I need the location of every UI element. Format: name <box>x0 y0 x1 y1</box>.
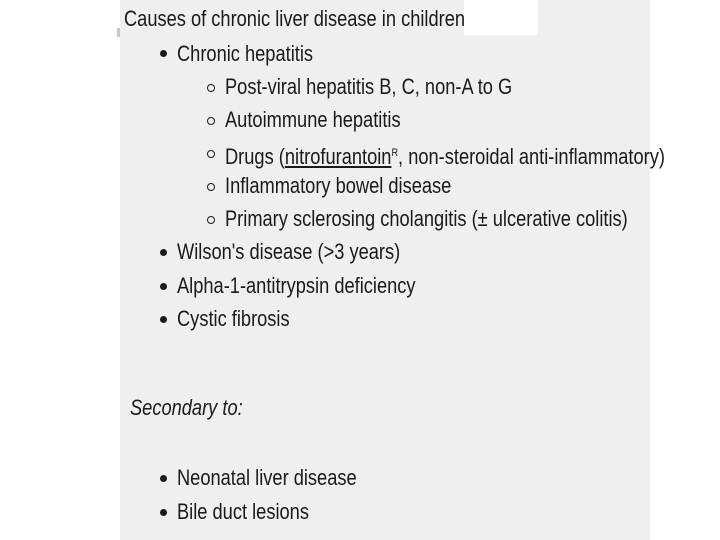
nitrofurantoin-link[interactable]: nitrofurantoin <box>284 144 392 169</box>
bullet-icon <box>160 283 167 290</box>
bullet-icon <box>160 50 167 57</box>
subitem-inflammatory-bowel-disease: Inflammatory bowel disease <box>225 173 452 198</box>
bullet-icon <box>160 249 167 256</box>
circle-bullet-icon <box>207 84 215 92</box>
list-item-bile-duct-lesions: Bile duct lesions <box>177 499 309 524</box>
list-item-neonatal-liver-disease: Neonatal liver disease <box>177 465 357 490</box>
drugs-prefix: Drugs ( <box>225 144 285 169</box>
bullet-icon <box>160 475 167 482</box>
list-item-chronic-hepatitis: Chronic hepatitis <box>177 41 314 66</box>
page-title: Causes of chronic liver disease in children <box>124 6 466 31</box>
list-item-cystic-fibrosis: Cystic fibrosis <box>177 306 290 331</box>
secondary-heading: Secondary to: <box>130 395 243 420</box>
bullet-icon <box>160 316 167 323</box>
title-mask <box>464 0 538 35</box>
circle-bullet-icon <box>207 117 215 125</box>
circle-bullet-icon <box>207 216 215 224</box>
circle-bullet-icon <box>207 150 215 158</box>
circle-bullet-icon <box>207 183 215 191</box>
drugs-suffix: , non-steroidal anti-inflammatory) <box>398 144 665 169</box>
drug-superscript: R <box>391 147 399 159</box>
subitem-autoimmune-hepatitis: Autoimmune hepatitis <box>225 107 401 132</box>
bullet-icon <box>160 509 167 516</box>
list-item-wilsons-disease: Wilson's disease (>3 years) <box>177 239 401 264</box>
subitem-post-viral-hepatitis: Post-viral hepatitis B, C, non-A to G <box>225 74 513 99</box>
subitem-drugs <box>225 139 665 171</box>
subitem-primary-sclerosing-cholangitis: Primary sclerosing cholangitis (± ulcerative colitis) <box>225 206 628 231</box>
left-edge-mark <box>117 28 120 37</box>
list-item-alpha1-antitrypsin: Alpha-1-antitrypsin deficiency <box>177 273 416 298</box>
